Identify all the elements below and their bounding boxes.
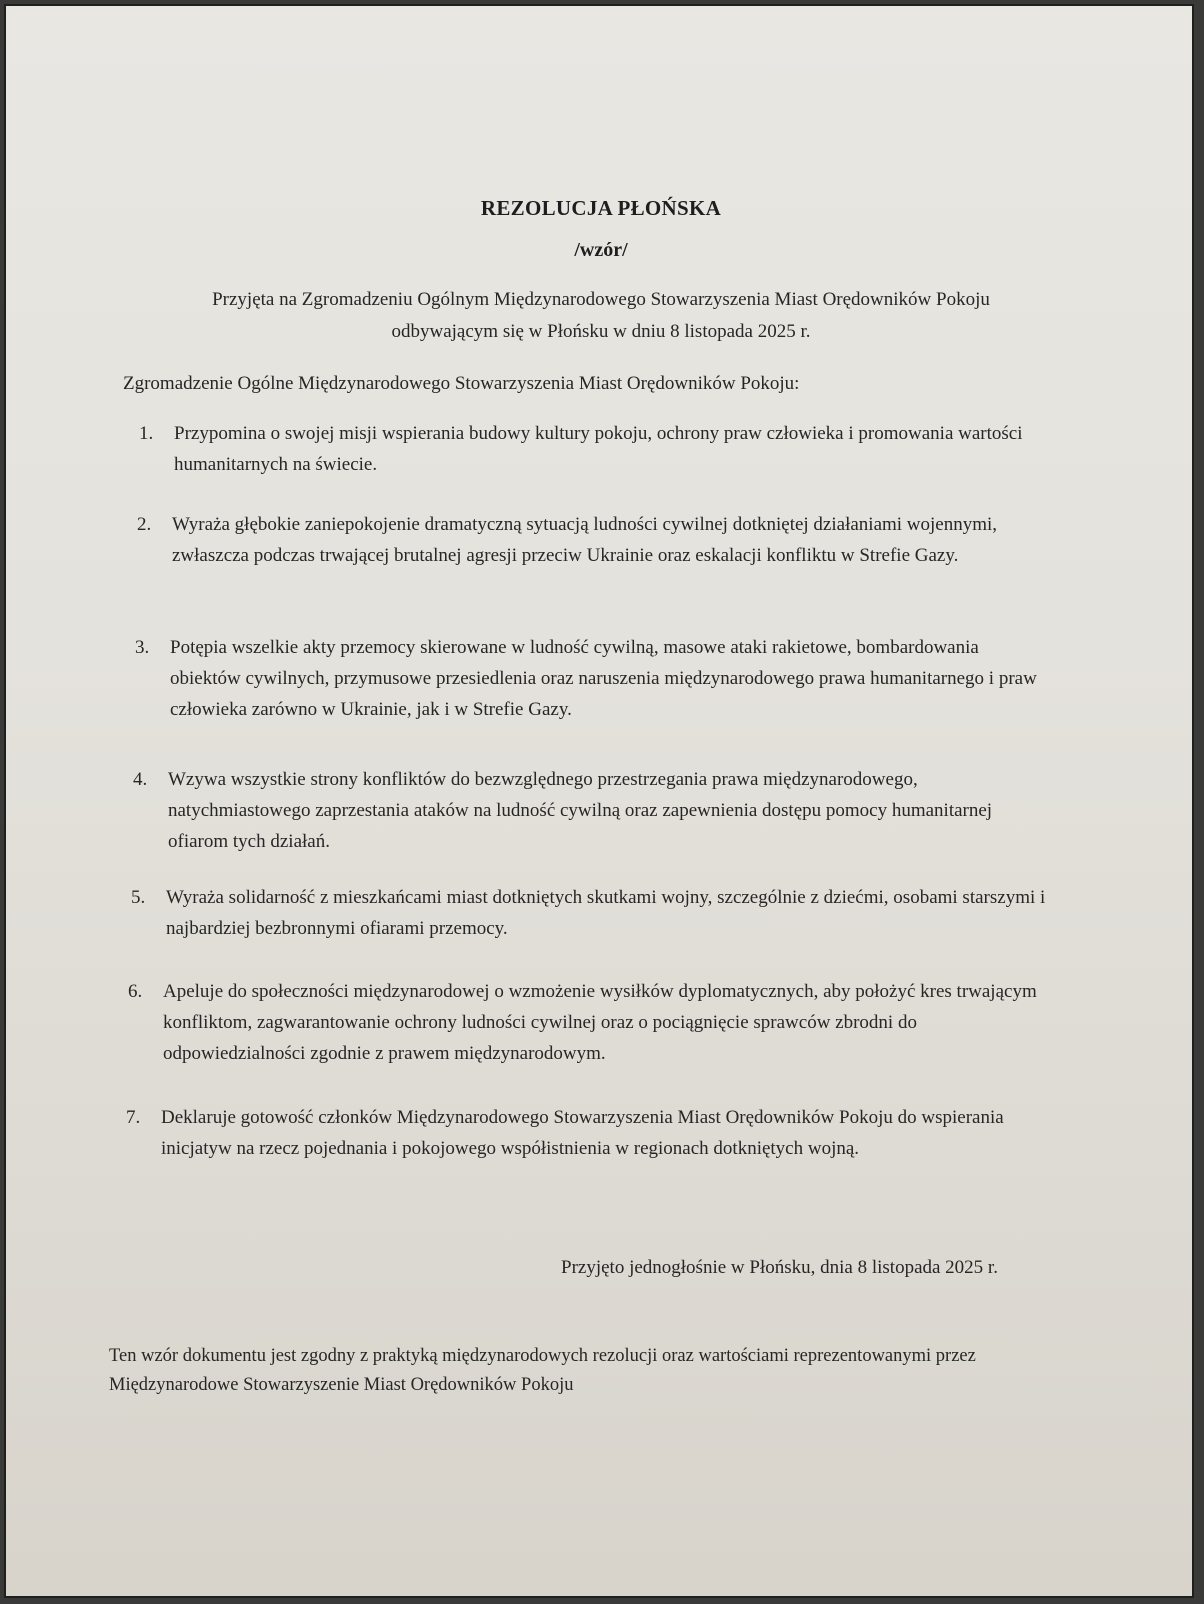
item-text: Deklaruje gotowość członków Międzynarodowego Stowarzyszenia Miast Orędowników Pokoju do wspierania inicjatyw na rzecz pojednania i pokojowego współistnienia w regionach dotkniętych wojną. — [161, 1107, 1004, 1159]
footer-note: Ten wzór dokumentu jest zgodny z praktyką międzynarodowych rezolucji oraz wartościami reprezentowanymi przez Międzynarodowe Stowarzyszenie Miast Orędowników Pokoju — [109, 1346, 976, 1395]
item-text: Potępia wszelkie akty przemocy skierowane w ludność cywilną, masowe ataki rakietowe, bombardowania obiektów cywilnych, przymusowe przesiedlenia oraz naruszenia międzynarodowego prawa humanitarnego i praw człowieka zarówno w Ukrainie, jak i w Strefie Gazy. — [170, 637, 1037, 720]
item-number: 3. — [135, 637, 150, 658]
adoption-line-2: odbywającym się w Płońsku w dniu 8 listopada 2025 r. — [391, 321, 811, 342]
item-text: Apeluje do społeczności międzynarodowej o wzmożenie wysiłków dyplomatycznych, aby położyć kres trwającym konfliktom, zagwarantowanie ochrony ludności cywilnej oraz o pociągnięcie sprawców zbrodni do odpowiedzialności zgodnie z prawem międzynarodowym. — [163, 981, 1037, 1064]
item-text: Wyraża solidarność z mieszkańcami miast dotkniętych skutkami wojny, szczególnie z dziećmi, osobami starszymi i najbardziej bezbronnymi ofiarami przemocy. — [166, 887, 1046, 939]
adoption-line-1: Przyjęta na Zgromadzeniu Ogólnym Międzynarodowego Stowarzyszenia Miast Orędowników Pokoju — [212, 289, 990, 310]
item-text: Wzywa wszystkie strony konfliktów do bezwzględnego przestrzegania prawa międzynarodowego, natychmiastowego zaprzestania ataków na ludność cywilną oraz zapewnienia dostępu pomocy humanitarnej ofiarom tych działań. — [168, 769, 993, 852]
item-number: 2. — [137, 514, 152, 535]
adoption-signoff: Przyjęto jednogłośnie w Płońsku, dnia 8 listopada 2025 r. — [561, 1257, 998, 1278]
document-subtitle: /wzór/ — [574, 239, 628, 261]
item-number: 4. — [133, 769, 148, 790]
item-text: Przypomina o swojej misji wspierania budowy kultury pokoju, ochrony praw człowieka i promowania wartości humanitarnych na świecie. — [174, 423, 1023, 475]
document-page — [4, 4, 1194, 1598]
item-number: 7. — [126, 1107, 141, 1128]
item-text: Wyraża głębokie zaniepokojenie dramatyczną sytuacją ludności cywilnej dotkniętej działaniami wojennymi, zwłaszcza podczas trwającej brutalnej agresji przeciw Ukrainie oraz eskalacji konfliktu w Strefie Gazy. — [172, 514, 998, 566]
intro-paragraph: Zgromadzenie Ogólne Międzynarodowego Stowarzyszenia Miast Orędowników Pokoju: — [123, 373, 800, 394]
item-number: 6. — [128, 981, 143, 1002]
item-number: 5. — [131, 887, 146, 908]
item-number: 1. — [139, 423, 154, 444]
document-title: REZOLUCJA PŁOŃSKA — [480, 196, 722, 220]
adoption-statement — [126, 284, 1076, 348]
